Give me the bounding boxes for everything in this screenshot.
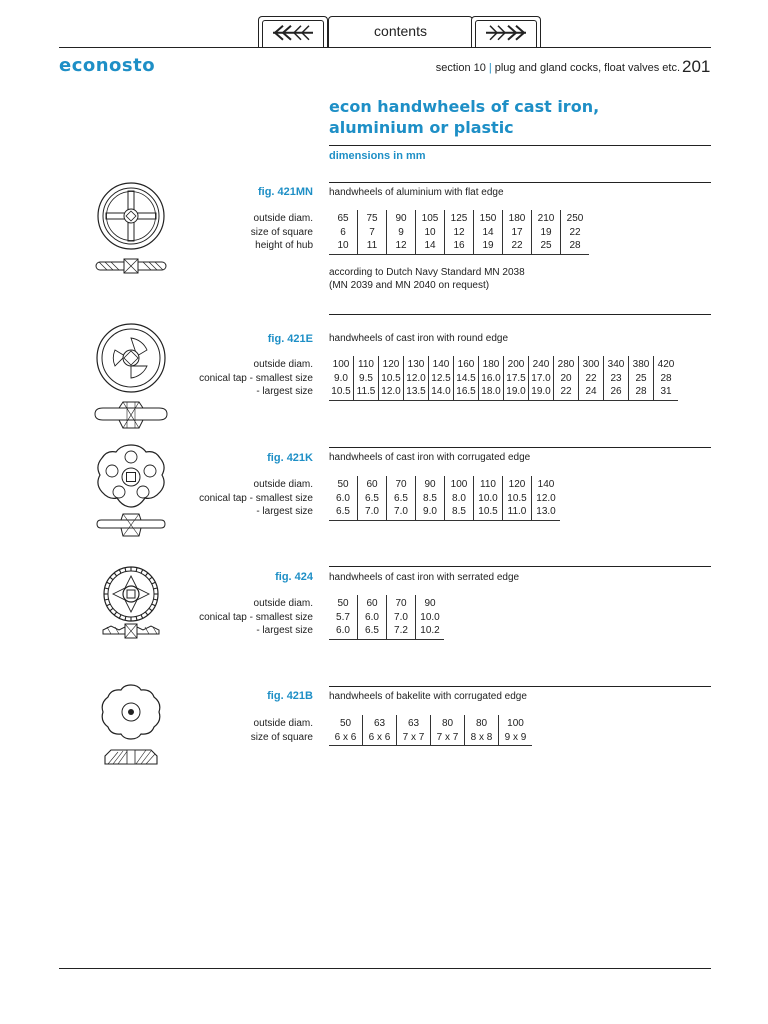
- table-cell: 140: [532, 476, 561, 492]
- dimensions-unit-note: dimensions in mm: [329, 150, 426, 162]
- table-cell: 150: [474, 210, 503, 226]
- table-cell: 7.2: [387, 624, 416, 639]
- table-cell: 8 x 8: [465, 731, 499, 746]
- table-row: [329, 385, 678, 400]
- dimension-table: [329, 210, 589, 255]
- serration-mark: [125, 616, 126, 620]
- table-cell: 280: [554, 356, 579, 372]
- serration-mark: [141, 615, 143, 619]
- row-label: - largest size: [256, 506, 313, 517]
- double-arrow-right-icon: [482, 24, 530, 42]
- table-cell: 110: [354, 356, 379, 372]
- product-rule: [329, 314, 711, 315]
- table-cell: 10: [416, 226, 445, 240]
- table-cell: 240: [529, 356, 554, 372]
- serration-mark: [110, 577, 113, 579]
- page-title-line-2: aluminium or plastic: [329, 118, 514, 137]
- table-row: [329, 372, 678, 386]
- table-cell: 100: [499, 715, 533, 731]
- serration-mark: [136, 616, 137, 620]
- table-cell: 5.7: [336, 611, 350, 623]
- table-cell: 22: [554, 385, 579, 400]
- table-cell: 10.5: [503, 492, 532, 506]
- serration-mark: [107, 604, 111, 606]
- table-cell: 10: [337, 240, 349, 251]
- table-cell: 130: [404, 356, 429, 372]
- standard-note-line: according to Dutch Navy Standard MN 2038: [329, 267, 525, 278]
- table-cell: 28: [629, 385, 654, 400]
- table-cell: 125: [445, 210, 474, 226]
- product-description: handwheels of cast iron with serrated edge: [329, 572, 520, 583]
- handwheel-421b-drawing: [91, 680, 171, 780]
- table-cell: 17.5: [504, 372, 529, 386]
- dimension-table: [329, 356, 678, 401]
- previous-page-button[interactable]: [258, 16, 328, 47]
- table-cell: 12.0: [532, 492, 561, 506]
- row-label: size of square: [250, 731, 313, 743]
- table-cell: 50: [337, 598, 349, 609]
- table-cell: 22: [561, 226, 590, 240]
- table-cell: 60: [358, 595, 387, 611]
- table-cell: 180: [503, 210, 532, 226]
- serration-mark: [152, 604, 156, 606]
- section-separator: |: [488, 62, 492, 74]
- fig-label: fig. 421K: [267, 452, 313, 464]
- table-cell: 60: [358, 476, 387, 492]
- row-label: - largest size: [256, 625, 313, 636]
- row-label: - largest size: [256, 386, 313, 397]
- standard-note-line: (MN 2039 and MN 2040 on request): [329, 280, 490, 291]
- serration-mark: [114, 573, 116, 576]
- table-cell: 22: [503, 239, 532, 254]
- table-row: [329, 356, 678, 372]
- row-label: outside diam.: [253, 213, 313, 224]
- table-cell: 180: [479, 356, 504, 372]
- product-rule: [329, 182, 711, 183]
- serration-mark: [149, 608, 152, 610]
- table-cell: 6 x 6: [334, 731, 357, 743]
- handwheel-421k-drawing: [91, 440, 171, 550]
- table-cell: 100: [445, 476, 474, 492]
- table-cell: 14: [416, 239, 445, 254]
- table-cell: 14.5: [454, 372, 479, 386]
- table-row: [329, 492, 560, 506]
- table-cell: 100: [332, 359, 350, 370]
- table-cell: 380: [629, 356, 654, 372]
- row-labels: [251, 212, 313, 253]
- table-cell: 9 x 9: [499, 731, 533, 746]
- product-rule: [329, 566, 711, 567]
- table-cell: 26: [604, 385, 629, 400]
- page-title: [329, 96, 599, 138]
- table-row: [329, 226, 589, 240]
- row-labels: [199, 478, 313, 519]
- row-labels: [199, 597, 313, 638]
- table-cell: 19.0: [529, 385, 554, 400]
- table-cell: 7 x 7: [431, 731, 465, 746]
- table-cell: 22: [579, 372, 604, 386]
- serration-mark: [145, 573, 147, 576]
- table-cell: 17: [503, 226, 532, 240]
- table-row: [329, 731, 532, 746]
- table-cell: 65: [337, 213, 349, 224]
- serration-mark: [125, 568, 126, 572]
- table-cell: 63: [397, 715, 431, 731]
- table-cell: 300: [579, 356, 604, 372]
- serration-mark: [105, 599, 109, 600]
- serration-mark: [136, 568, 137, 572]
- table-row: [329, 595, 444, 611]
- handwheel-424-drawing: [91, 564, 171, 644]
- table-row: [329, 505, 560, 520]
- brand-logo: econosto: [59, 55, 156, 76]
- table-cell: 7: [358, 226, 387, 240]
- contents-tab[interactable]: contents: [328, 16, 473, 47]
- table-cell: 8.5: [445, 505, 474, 520]
- product-description: handwheels of bakelite with corrugated edge: [329, 691, 527, 702]
- table-cell: 110: [474, 476, 503, 492]
- table-cell: 105: [416, 210, 445, 226]
- table-row: [329, 239, 589, 254]
- serration-mark: [152, 582, 156, 584]
- table-cell: 9.0: [334, 372, 348, 384]
- table-cell: 19: [532, 226, 561, 240]
- row-label: outside diam.: [253, 359, 313, 370]
- table-cell: 10.0: [416, 611, 445, 625]
- fig-label: fig. 421B: [267, 690, 313, 702]
- table-cell: 10.0: [474, 492, 503, 506]
- table-cell: 6.5: [387, 492, 416, 506]
- table-cell: 6.0: [358, 611, 387, 625]
- table-cell: 250: [561, 210, 590, 226]
- table-cell: 10.5: [331, 386, 351, 397]
- table-cell: 6.0: [336, 625, 350, 636]
- row-label: conical tap - smallest size: [199, 372, 313, 384]
- standard-note: [329, 266, 525, 292]
- table-cell: 28: [561, 239, 590, 254]
- row-label: outside diam.: [253, 479, 313, 490]
- table-cell: 16.0: [479, 372, 504, 386]
- table-cell: 63: [363, 715, 397, 731]
- section-title: plug and gland cocks, float valves etc.: [494, 62, 680, 74]
- title-rule: [329, 145, 711, 146]
- table-cell: 25: [629, 372, 654, 386]
- serration-mark: [119, 570, 121, 574]
- table-cell: 12.0: [379, 385, 404, 400]
- dimension-table: [329, 476, 560, 521]
- product-description: handwheels of cast iron with corrugated edge: [329, 452, 531, 463]
- table-cell: 12.0: [404, 372, 429, 386]
- section-header: [436, 62, 680, 74]
- table-cell: 13.5: [404, 385, 429, 400]
- serration-mark: [119, 615, 121, 619]
- table-cell: 80: [465, 715, 499, 731]
- table-cell: 11: [358, 239, 387, 254]
- table-cell: 12: [445, 226, 474, 240]
- table-cell: 8.0: [445, 492, 474, 506]
- table-cell: 18.0: [479, 385, 504, 400]
- table-cell: 70: [387, 595, 416, 611]
- serration-mark: [145, 612, 147, 615]
- table-cell: 6.5: [358, 624, 387, 639]
- row-label: outside diam.: [253, 598, 313, 609]
- table-cell: 10.5: [379, 372, 404, 386]
- table-cell: 6.0: [336, 492, 350, 504]
- table-cell: 9: [387, 226, 416, 240]
- table-cell: 420: [654, 356, 679, 372]
- table-cell: 11.0: [503, 505, 532, 520]
- table-cell: 7 x 7: [397, 731, 431, 746]
- table-cell: 6.5: [336, 506, 350, 517]
- table-cell: 11.5: [354, 385, 379, 400]
- table-cell: 28: [654, 372, 679, 386]
- table-cell: 23: [604, 372, 629, 386]
- product-rule: [329, 447, 711, 448]
- row-labels: [251, 717, 313, 744]
- table-row: [329, 476, 560, 492]
- table-cell: 19.0: [504, 385, 529, 400]
- table-cell: 16.5: [454, 385, 479, 400]
- product-description: handwheels of aluminium with flat edge: [329, 187, 504, 198]
- table-cell: 50: [337, 479, 349, 490]
- table-cell: 12: [387, 239, 416, 254]
- table-cell: 9.5: [354, 372, 379, 386]
- table-row: [329, 715, 532, 731]
- section-number: section 10: [435, 62, 486, 74]
- table-cell: 6: [340, 226, 346, 238]
- serration-mark: [107, 582, 111, 584]
- table-cell: 70: [387, 476, 416, 492]
- dimension-table: [329, 595, 444, 640]
- table-cell: 16: [445, 239, 474, 254]
- table-cell: 7.0: [358, 505, 387, 520]
- handwheel-421mn-drawing: [91, 182, 171, 282]
- serration-mark: [110, 608, 113, 610]
- serration-mark: [153, 599, 157, 600]
- table-cell: 13.0: [532, 505, 561, 520]
- row-label: conical tap - smallest size: [199, 492, 313, 504]
- table-cell: 90: [387, 210, 416, 226]
- table-row: [329, 611, 444, 625]
- table-cell: 17.0: [529, 372, 554, 386]
- row-label: height of hub: [255, 240, 313, 251]
- table-cell: 340: [604, 356, 629, 372]
- table-cell: 50: [339, 718, 352, 729]
- row-label: size of square: [250, 226, 313, 238]
- serration-mark: [153, 588, 157, 589]
- page-number: 201: [682, 57, 711, 76]
- table-cell: 8.5: [416, 492, 445, 506]
- table-cell: 200: [504, 356, 529, 372]
- table-cell: 14.0: [429, 385, 454, 400]
- table-cell: 10.2: [416, 624, 445, 639]
- table-cell: 19: [474, 239, 503, 254]
- table-cell: 31: [654, 385, 679, 400]
- table-cell: 25: [532, 239, 561, 254]
- table-cell: 24: [579, 385, 604, 400]
- footer-rule: [59, 968, 711, 969]
- table-cell: 75: [358, 210, 387, 226]
- table-cell: 20: [554, 372, 579, 386]
- table-cell: 14: [474, 226, 503, 240]
- table-row: [329, 210, 589, 226]
- table-row: [329, 624, 444, 639]
- serration-mark: [114, 612, 116, 615]
- table-cell: 10.5: [474, 505, 503, 520]
- fig-label: fig. 421MN: [257, 186, 313, 198]
- table-cell: 7.0: [387, 611, 416, 625]
- table-cell: 210: [532, 210, 561, 226]
- row-label: conical tap - smallest size: [199, 611, 313, 623]
- table-cell: 160: [454, 356, 479, 372]
- table-cell: 6.5: [358, 492, 387, 506]
- table-cell: 9.0: [416, 505, 445, 520]
- table-cell: 90: [416, 476, 445, 492]
- table-cell: 120: [503, 476, 532, 492]
- table-cell: 120: [379, 356, 404, 372]
- table-cell: 12.5: [429, 372, 454, 386]
- product-description: handwheels of cast iron with round edge: [329, 333, 509, 344]
- table-cell: 7.0: [387, 505, 416, 520]
- table-cell: 140: [429, 356, 454, 372]
- fig-label: fig. 424: [275, 571, 313, 583]
- nav-baseline: [59, 47, 711, 48]
- fig-label: fig. 421E: [267, 333, 313, 345]
- product-rule: [329, 686, 711, 687]
- serration-mark: [149, 577, 152, 579]
- serration-mark: [141, 570, 143, 574]
- dimension-table: [329, 715, 532, 746]
- table-cell: 90: [416, 595, 445, 611]
- double-arrow-left-icon: [269, 24, 317, 42]
- table-cell: 80: [431, 715, 465, 731]
- row-labels: [199, 358, 313, 399]
- page-title-line-1: econ handwheels of cast iron,: [329, 97, 600, 116]
- serration-mark: [105, 588, 109, 589]
- handwheel-421e-drawing: [91, 322, 171, 432]
- table-cell: 6 x 6: [363, 731, 397, 746]
- next-page-button[interactable]: [471, 16, 541, 47]
- row-label: outside diam.: [253, 718, 313, 729]
